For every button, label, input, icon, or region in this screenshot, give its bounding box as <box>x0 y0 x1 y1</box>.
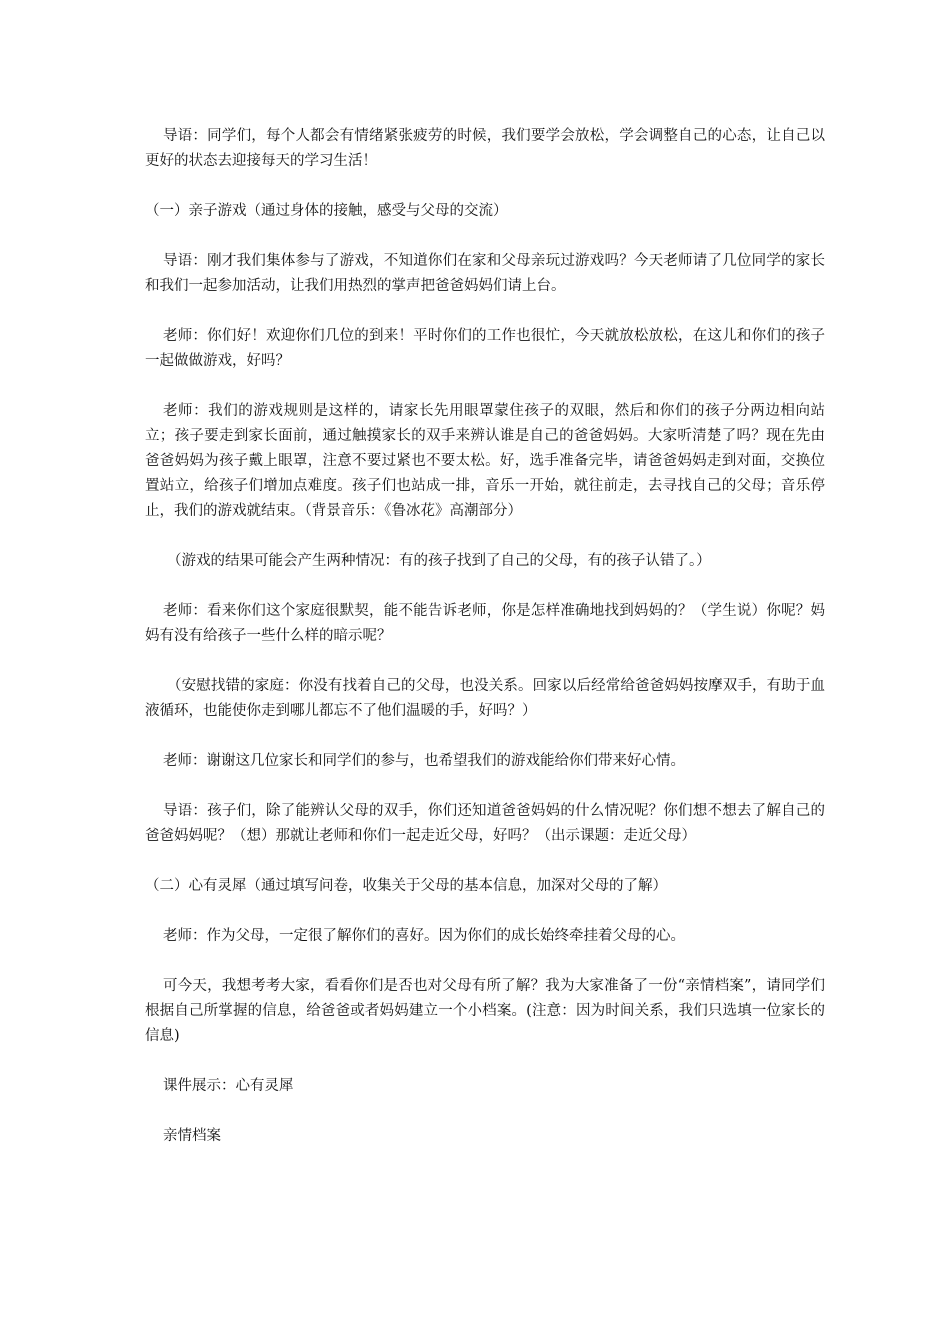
game-rules-paragraph: 老师：我们的游戏规则是这样的，请家长先用眼罩蒙住孩子的双眼，然后和你们的孩子分两边相向站立；孩子要走到家长面前，通过触摸家长的双手来辨认谁是自己的爸爸妈妈。大家听清楚了吗？现在先由爸爸妈妈为孩子戴上眼罩，注意不要过紧也不要太松。好，选手准备完毕，请爸爸妈妈走到对面，交换位置站立，给孩子们增加点难度。孩子们也站成一排，音乐一开始，就往前走，去寻找自己的父母；音乐停止，我们的游戏就结束。（背景音乐：《鲁冰花》高潮部分） <box>145 403 825 519</box>
game-intro-paragraph: 导语：刚才我们集体参与了游戏，不知道你们在家和父母亲玩过游戏吗？今天老师请了几位同学的家长和我们一起参加活动，让我们用热烈的掌声把爸爸妈妈们请上台。 <box>145 253 825 294</box>
teacher-parents-paragraph: 老师：作为父母，一定很了解你们的喜好。因为你们的成长始终牵挂着父母的心。 <box>163 928 685 944</box>
intro-paragraph: 导语：同学们，每个人都会有情绪紧张疲劳的时候，我们要学会放松，学会调整自己的心态，让自己以更好的状态去迎接每天的学习生活！ <box>145 128 825 169</box>
teacher-question-paragraph: 老师：看来你们这个家庭很默契，能不能告诉老师，你是怎样准确地找到妈妈的？（学生说）你呢？妈妈有没有给孩子一些什么样的暗示呢？ <box>145 603 825 644</box>
teacher-thanks-paragraph: 老师：谢谢这几位家长和同学们的参与，也希望我们的游戏能给你们带来好心情。 <box>163 753 685 769</box>
document-page <box>145 124 825 1174</box>
family-profile-title: 亲情档案 <box>163 1128 221 1144</box>
game-result-note: （游戏的结果可能会产生两种情况：有的孩子找到了自己的父母，有的孩子认错了。） <box>167 553 711 569</box>
section-heading-parent-child-game: （一）亲子游戏（通过身体的接触，感受与父母的交流） <box>145 203 508 219</box>
teacher-welcome-paragraph: 老师：你们好！欢迎你们几位的到来！平时你们的工作也很忙，今天就放松放松，在这儿和你们的孩子一起做做游戏，好吗？ <box>145 328 825 369</box>
courseware-label: 课件展示：心有灵犀 <box>163 1078 294 1094</box>
family-profile-paragraph: 可今天，我想考考大家，看看你们是否也对父母有所了解？我为大家准备了一份“亲情档案”，请同学们根据自己所掌握的信息，给爸爸或者妈妈建立一个小档案。(注意：因为时间关系，我们只选填一位家长的信息) <box>145 978 825 1044</box>
transition-paragraph: 导语：孩子们，除了能辨认父母的双手，你们还知道爸爸妈妈的什么情况呢？你们想不想去了解自己的爸爸妈妈呢？（想）那就让老师和你们一起走近父母，好吗？（出示课题：走近父母） <box>145 803 825 844</box>
section-heading-heart-to-heart: （二）心有灵犀（通过填写问卷，收集关于父母的基本信息，加深对父母的了解） <box>145 878 667 894</box>
comfort-note: （安慰找错的家庭：你没有找着自己的父母，也没关系。回家以后经常给爸爸妈妈按摩双手，有助于血液循环，也能使你走到哪儿都忘不了他们温暖的手，好吗？） <box>145 678 825 719</box>
